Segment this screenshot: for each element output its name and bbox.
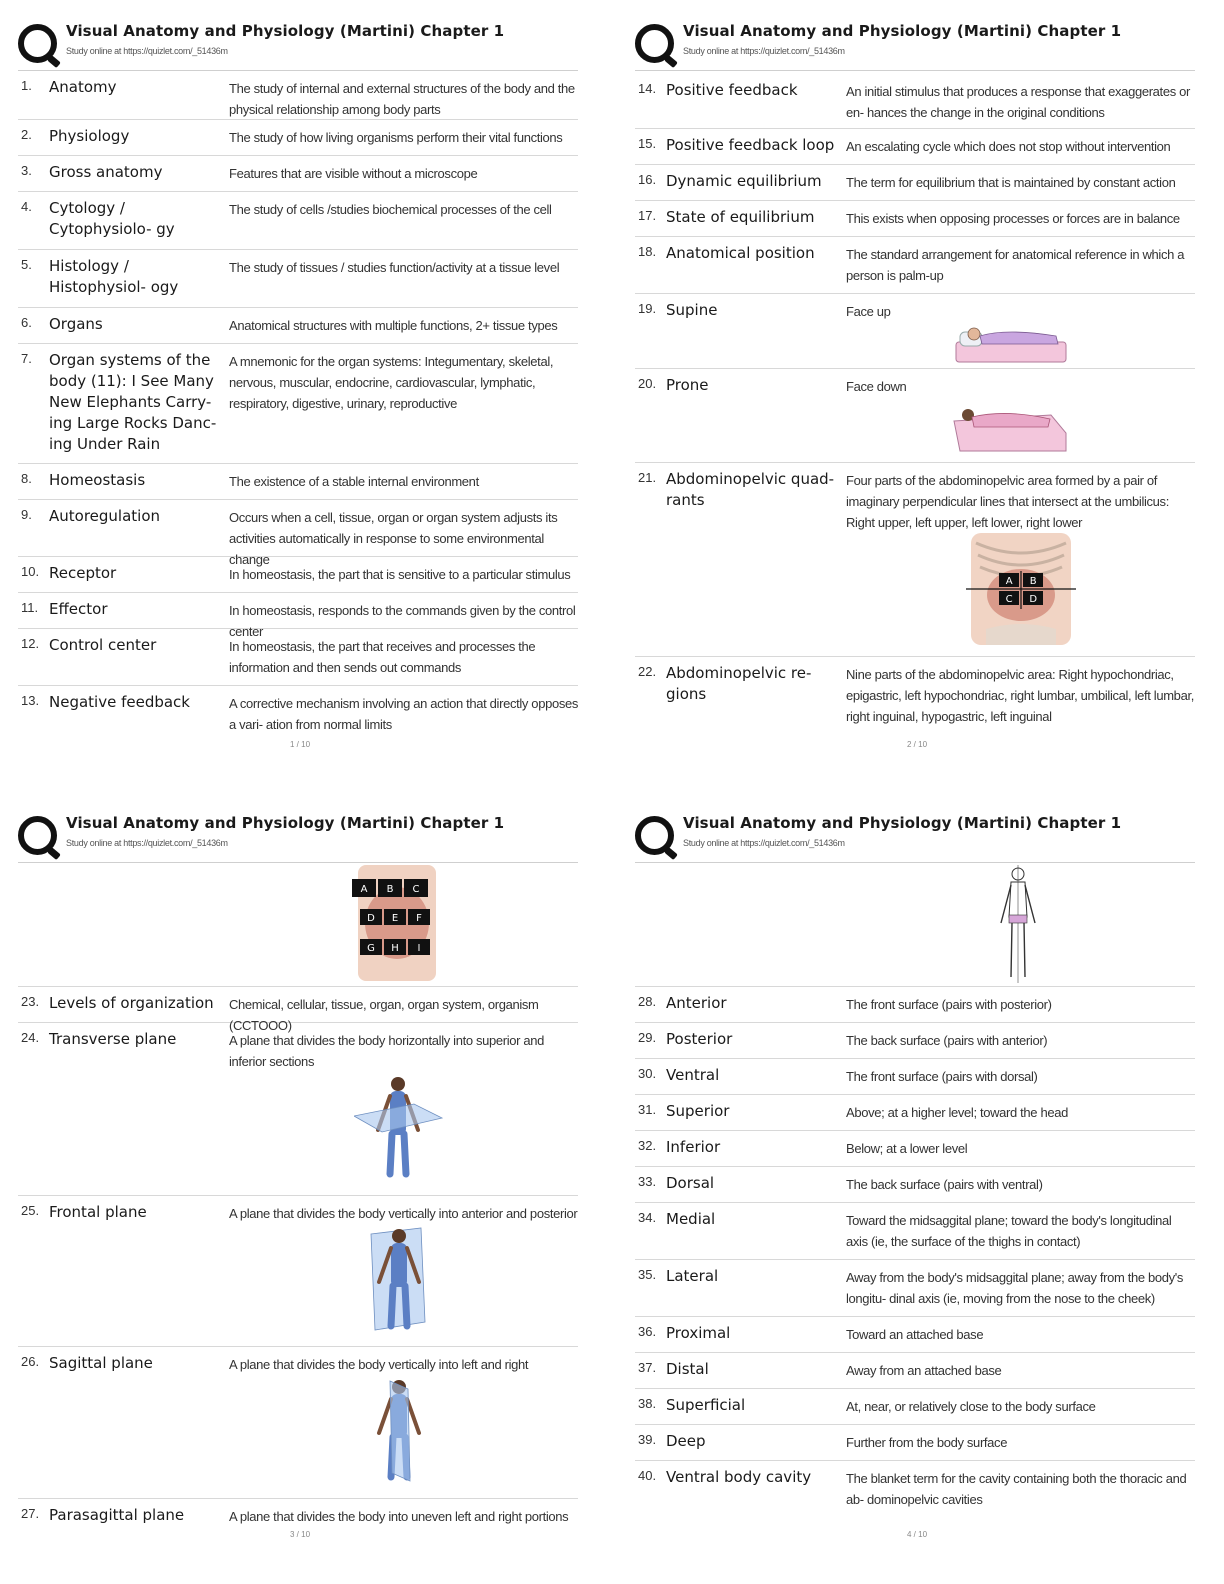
flashcard-row <box>635 1425 1195 1461</box>
row-number: 22. <box>638 664 657 679</box>
flashcard-row <box>635 1023 1195 1059</box>
row-number: 1. <box>21 78 32 93</box>
page-number: 1 / 10 <box>290 740 311 749</box>
definition: Face up <box>846 304 891 319</box>
row-number: 12. <box>21 636 40 651</box>
flashcard-row <box>635 1167 1195 1203</box>
row-number: 5. <box>21 257 32 272</box>
row-number: 39. <box>638 1432 657 1447</box>
definition: In homeostasis, responds to the commands given by the control center <box>229 603 576 639</box>
region-label: A <box>360 884 368 895</box>
flashcard-row <box>18 344 578 464</box>
flashcard-row <box>18 1023 578 1196</box>
term: Supine <box>666 301 718 319</box>
flashcard-row <box>635 201 1195 237</box>
definition: In homeostasis, the part that receives and processes the information and then sends out commands <box>229 639 536 675</box>
definition: Away from the body's midsaggital plane; away from the body's longitu- dinal axis (ie, moving from the nose to the cheek) <box>846 1270 1184 1306</box>
page-header <box>635 18 1195 70</box>
row-number: 32. <box>638 1138 657 1153</box>
definition: Face down <box>846 379 907 394</box>
flashcard-row <box>635 294 1195 369</box>
term: Cytology / Cytophysiolo- gy <box>49 199 175 238</box>
definition: The front surface (pairs with posterior) <box>846 997 1052 1012</box>
flashcard-row <box>635 987 1195 1023</box>
term: Parasagittal plane <box>49 1506 185 1524</box>
flashcard-row-continued <box>635 863 1195 987</box>
term: Abdominopelvic quad- rants <box>666 470 835 509</box>
definition: Toward an attached base <box>846 1327 984 1342</box>
page-title: Visual Anatomy and Physiology (Martini) Chapter 1 <box>66 814 505 832</box>
row-number: 2. <box>21 127 32 142</box>
definition-cell <box>846 375 1195 456</box>
flashcard-row <box>635 1131 1195 1167</box>
term: Gross anatomy <box>49 163 163 181</box>
definition: A plane that divides the body vertically into anterior and posterior <box>229 1206 578 1221</box>
region-label: D <box>367 913 375 924</box>
term: Ventral body cavity <box>666 1468 812 1486</box>
definition-cell <box>229 1202 578 1340</box>
row-number: 36. <box>638 1324 657 1339</box>
term: Homeostasis <box>49 471 146 489</box>
row-number: 8. <box>21 471 32 486</box>
term: Levels of organization <box>49 994 214 1012</box>
definition: A plane that divides the body horizontally into superior and inferior sections <box>229 1033 545 1069</box>
term: Inferior <box>666 1138 721 1156</box>
quizlet-logo-icon <box>18 816 57 855</box>
definition: Anatomical structures with multiple functions, 2+ tissue types <box>229 318 558 333</box>
definition: Occurs when a cell, tissue, organ or organ system adjusts its activities automatically in response to some environmental change <box>229 510 558 567</box>
definition: Away from an attached base <box>846 1363 1002 1378</box>
term: Control center <box>49 636 157 654</box>
row-number: 38. <box>638 1396 657 1411</box>
row-number: 26. <box>21 1354 40 1369</box>
page-header <box>635 810 1195 862</box>
row-number: 31. <box>638 1102 657 1117</box>
page-number: 4 / 10 <box>907 1530 928 1539</box>
page-header <box>18 18 578 70</box>
term: Ventral <box>666 1066 720 1084</box>
flashcard-row <box>635 1317 1195 1353</box>
flashcard-list <box>18 862 578 1533</box>
definition: A mnemonic for the organ systems: Integumentary, skeletal, nervous, muscular, endocrine, cardiovascular, lymphatic, respiratory, digestive, urinary, reproductive <box>229 354 554 411</box>
definition: The existence of a stable internal environment <box>229 474 479 489</box>
quadrant-label: B <box>1029 576 1037 587</box>
term: Autoregulation <box>49 507 161 525</box>
row-number: 18. <box>638 244 657 259</box>
flashcard-row <box>635 1260 1195 1317</box>
row-number: 35. <box>638 1267 657 1282</box>
document-page-3 <box>18 810 578 1539</box>
flashcard-row <box>18 629 578 686</box>
region-label: G <box>367 943 375 954</box>
flashcard-row <box>18 192 578 250</box>
definition: A plane that divides the body into uneven left and right portions <box>229 1509 569 1524</box>
row-number: 25. <box>21 1203 40 1218</box>
flashcard-row <box>18 593 578 639</box>
definition: Four parts of the abdominopelvic area formed by a pair of imaginary perpendicular lines that intersect at the umbilicus: Right upper, left upper, left lower, right lower <box>846 473 1169 530</box>
flashcard-row <box>18 1499 578 1533</box>
transverse-plane-illustration <box>354 1074 444 1182</box>
term: Effector <box>49 600 108 618</box>
flashcard-row-continued <box>18 863 578 987</box>
definition: An initial stimulus that produces a response that exaggerates or en- hances the change in the original conditions <box>846 84 1190 120</box>
definition: The back surface (pairs with ventral) <box>846 1177 1043 1192</box>
abdominopelvic-regions-illustration <box>352 865 442 981</box>
term: Transverse plane <box>49 1030 177 1048</box>
quizlet-logo-icon <box>635 24 674 63</box>
definition: The front surface (pairs with dorsal) <box>846 1069 1038 1084</box>
row-number: 9. <box>21 507 32 522</box>
term: Deep <box>666 1432 706 1450</box>
term: Positive feedback <box>666 81 798 99</box>
term: Organs <box>49 315 103 333</box>
definition: The study of internal and external structures of the body and the physical relationship among body parts <box>229 81 575 117</box>
term: Medial <box>666 1210 716 1228</box>
flashcard-row <box>18 987 578 1033</box>
row-number: 37. <box>638 1360 657 1375</box>
row-number: 21. <box>638 470 657 485</box>
flashcard-row <box>18 156 578 192</box>
row-number: 34. <box>638 1210 657 1225</box>
study-link[interactable]: Study online at https://quizlet.com/_51436m <box>66 46 228 56</box>
term: Anatomical position <box>666 244 815 262</box>
term: Anterior <box>666 994 727 1012</box>
flashcard-row <box>635 165 1195 201</box>
region-label: B <box>386 884 394 895</box>
flashcard-row <box>635 1353 1195 1389</box>
term: Prone <box>666 376 709 394</box>
page-title: Visual Anatomy and Physiology (Martini) Chapter 1 <box>66 22 505 40</box>
definition: A corrective mechanism involving an action that directly opposes a vari- ation from normal limits <box>229 696 579 732</box>
row-number: 10. <box>21 564 40 579</box>
definition: The term for equilibrium that is maintained by constant action <box>846 175 1176 190</box>
flashcard-row <box>635 1059 1195 1095</box>
region-label: H <box>391 943 399 954</box>
page-header <box>18 810 578 862</box>
term: Organ systems of the body (11): I See Many New Elephants Carry- ing Large Rocks Danc- ing Under Rain <box>49 351 217 453</box>
definition: A plane that divides the body vertically into left and right <box>229 1357 529 1372</box>
row-number: 17. <box>638 208 657 223</box>
row-number: 29. <box>638 1030 657 1045</box>
definition-cell <box>229 1353 578 1492</box>
row-number: 6. <box>21 315 32 330</box>
supine-figure-illustration <box>946 322 1076 366</box>
region-label: F <box>416 913 422 924</box>
term: Histology / Histophysiol- ogy <box>49 257 179 296</box>
frontal-plane-illustration <box>359 1226 439 1334</box>
term: Proximal <box>666 1324 731 1342</box>
flashcard-row <box>635 369 1195 463</box>
sagittal-plane-illustration <box>364 1377 434 1485</box>
region-label: I <box>417 943 421 954</box>
row-number: 3. <box>21 163 32 178</box>
definition: Chemical, cellular, tissue, organ, organ system, organism (CCTOOO) <box>229 997 539 1033</box>
term: Dorsal <box>666 1174 715 1192</box>
flashcard-row <box>635 1203 1195 1260</box>
flashcard-row <box>18 120 578 156</box>
definition: The blanket term for the cavity containing both the thoracic and ab- dominopelvic cavities <box>846 1471 1187 1507</box>
definition: This exists when opposing processes or forces are in balance <box>846 211 1180 226</box>
flashcard-row <box>18 250 578 308</box>
definition-cell <box>229 1029 578 1189</box>
flashcard-row <box>635 71 1195 129</box>
flashcard-row <box>635 1095 1195 1131</box>
term: State of equilibrium <box>666 208 815 226</box>
definition: Further from the body surface <box>846 1435 1008 1450</box>
row-number: 13. <box>21 693 40 708</box>
region-label: E <box>391 913 399 924</box>
row-number: 23. <box>21 994 40 1009</box>
flashcard-list <box>18 70 578 738</box>
term: Physiology <box>49 127 130 145</box>
page-title: Visual Anatomy and Physiology (Martini) Chapter 1 <box>683 22 1122 40</box>
quizlet-logo-icon <box>18 24 57 63</box>
quadrant-label: D <box>1029 594 1037 605</box>
flashcard-row <box>18 686 578 738</box>
page-title: Visual Anatomy and Physiology (Martini) Chapter 1 <box>683 814 1122 832</box>
definition: Below; at a lower level <box>846 1141 968 1156</box>
row-number: 19. <box>638 301 657 316</box>
page-number: 2 / 10 <box>907 740 928 749</box>
flashcard-row <box>635 1461 1195 1513</box>
flashcard-row <box>635 237 1195 294</box>
row-number: 28. <box>638 994 657 1009</box>
flashcard-row <box>635 1389 1195 1425</box>
flashcard-row <box>18 500 578 567</box>
definition: Features that are visible without a microscope <box>229 166 478 181</box>
definition: At, near, or relatively close to the body surface <box>846 1399 1096 1414</box>
term: Negative feedback <box>49 693 190 711</box>
flashcard-row <box>635 463 1195 657</box>
row-number: 40. <box>638 1468 657 1483</box>
flashcard-row <box>18 308 578 344</box>
row-number: 33. <box>638 1174 657 1189</box>
row-number: 4. <box>21 199 32 214</box>
flashcard-row <box>18 71 578 120</box>
definition: The study of how living organisms perform their vital functions <box>229 130 563 145</box>
row-number: 16. <box>638 172 657 187</box>
row-number: 30. <box>638 1066 657 1081</box>
term: Lateral <box>666 1267 719 1285</box>
term: Receptor <box>49 564 117 582</box>
term: Superficial <box>666 1396 746 1414</box>
document-page-1 <box>18 18 579 749</box>
study-link[interactable]: Study online at https://quizlet.com/_51436m <box>683 46 845 56</box>
term: Dynamic equilibrium <box>666 172 822 190</box>
anatomical-figure-illustration <box>993 865 1043 983</box>
term: Abdominopelvic re- gions <box>666 664 812 703</box>
term: Positive feedback loop <box>666 136 835 154</box>
row-number: 27. <box>21 1506 40 1521</box>
term: Sagittal plane <box>49 1354 153 1372</box>
flashcard-row <box>18 1196 578 1347</box>
definition: The study of cells /studies biochemical processes of the cell <box>229 202 552 217</box>
quadrant-label: A <box>1005 576 1013 587</box>
term: Superior <box>666 1102 730 1120</box>
row-number: 7. <box>21 351 32 366</box>
definition: The standard arrangement for anatomical reference in which a person is palm-up <box>846 247 1185 283</box>
definition: The back surface (pairs with anterior) <box>846 1033 1048 1048</box>
definition: The study of tissues / studies function/activity at a tissue level <box>229 260 560 275</box>
row-number: 24. <box>21 1030 40 1045</box>
row-number: 20. <box>638 376 657 391</box>
definition: Nine parts of the abdominopelvic area: Right hypochondriac, epigastric, left hypochondriac, right lumbar, umbilical, left lumbar, right inguinal, hypogastric, left inguinal <box>846 667 1194 724</box>
definition: Toward the midsaggital plane; toward the body's longitudinal axis (ie, the surface of the thighs in contact) <box>846 1213 1172 1249</box>
definition-cell <box>846 300 1195 362</box>
row-number: 11. <box>21 600 39 615</box>
page-number: 3 / 10 <box>290 1530 311 1539</box>
study-link[interactable]: Study online at https://quizlet.com/_51436m <box>66 838 228 848</box>
row-number: 14. <box>638 81 657 96</box>
definition: An escalating cycle which does not stop without intervention <box>846 139 1171 154</box>
term: Posterior <box>666 1030 733 1048</box>
term: Frontal plane <box>49 1203 147 1221</box>
flashcard-row <box>635 657 1195 731</box>
study-link[interactable]: Study online at https://quizlet.com/_51436m <box>683 838 845 848</box>
flashcard-row <box>18 557 578 593</box>
flashcard-row <box>635 129 1195 165</box>
term: Distal <box>666 1360 709 1378</box>
region-label: C <box>412 884 420 895</box>
flashcard-row <box>18 1347 578 1499</box>
quadrant-label: C <box>1005 594 1013 605</box>
term: Anatomy <box>49 78 117 96</box>
document-page-2 <box>635 18 1195 749</box>
flashcard-list <box>635 862 1195 1513</box>
definition-cell <box>846 469 1195 650</box>
definition: In homeostasis, the part that is sensitive to a particular stimulus <box>229 567 571 582</box>
document-page-4 <box>635 810 1195 1539</box>
flashcard-list <box>635 70 1195 731</box>
flashcard-row <box>18 464 578 500</box>
abdominopelvic-quadrants-illustration <box>966 533 1076 645</box>
row-number: 15. <box>638 136 657 151</box>
prone-figure-illustration <box>946 397 1076 453</box>
quizlet-logo-icon <box>635 816 674 855</box>
definition: Above; at a higher level; toward the head <box>846 1105 1068 1120</box>
